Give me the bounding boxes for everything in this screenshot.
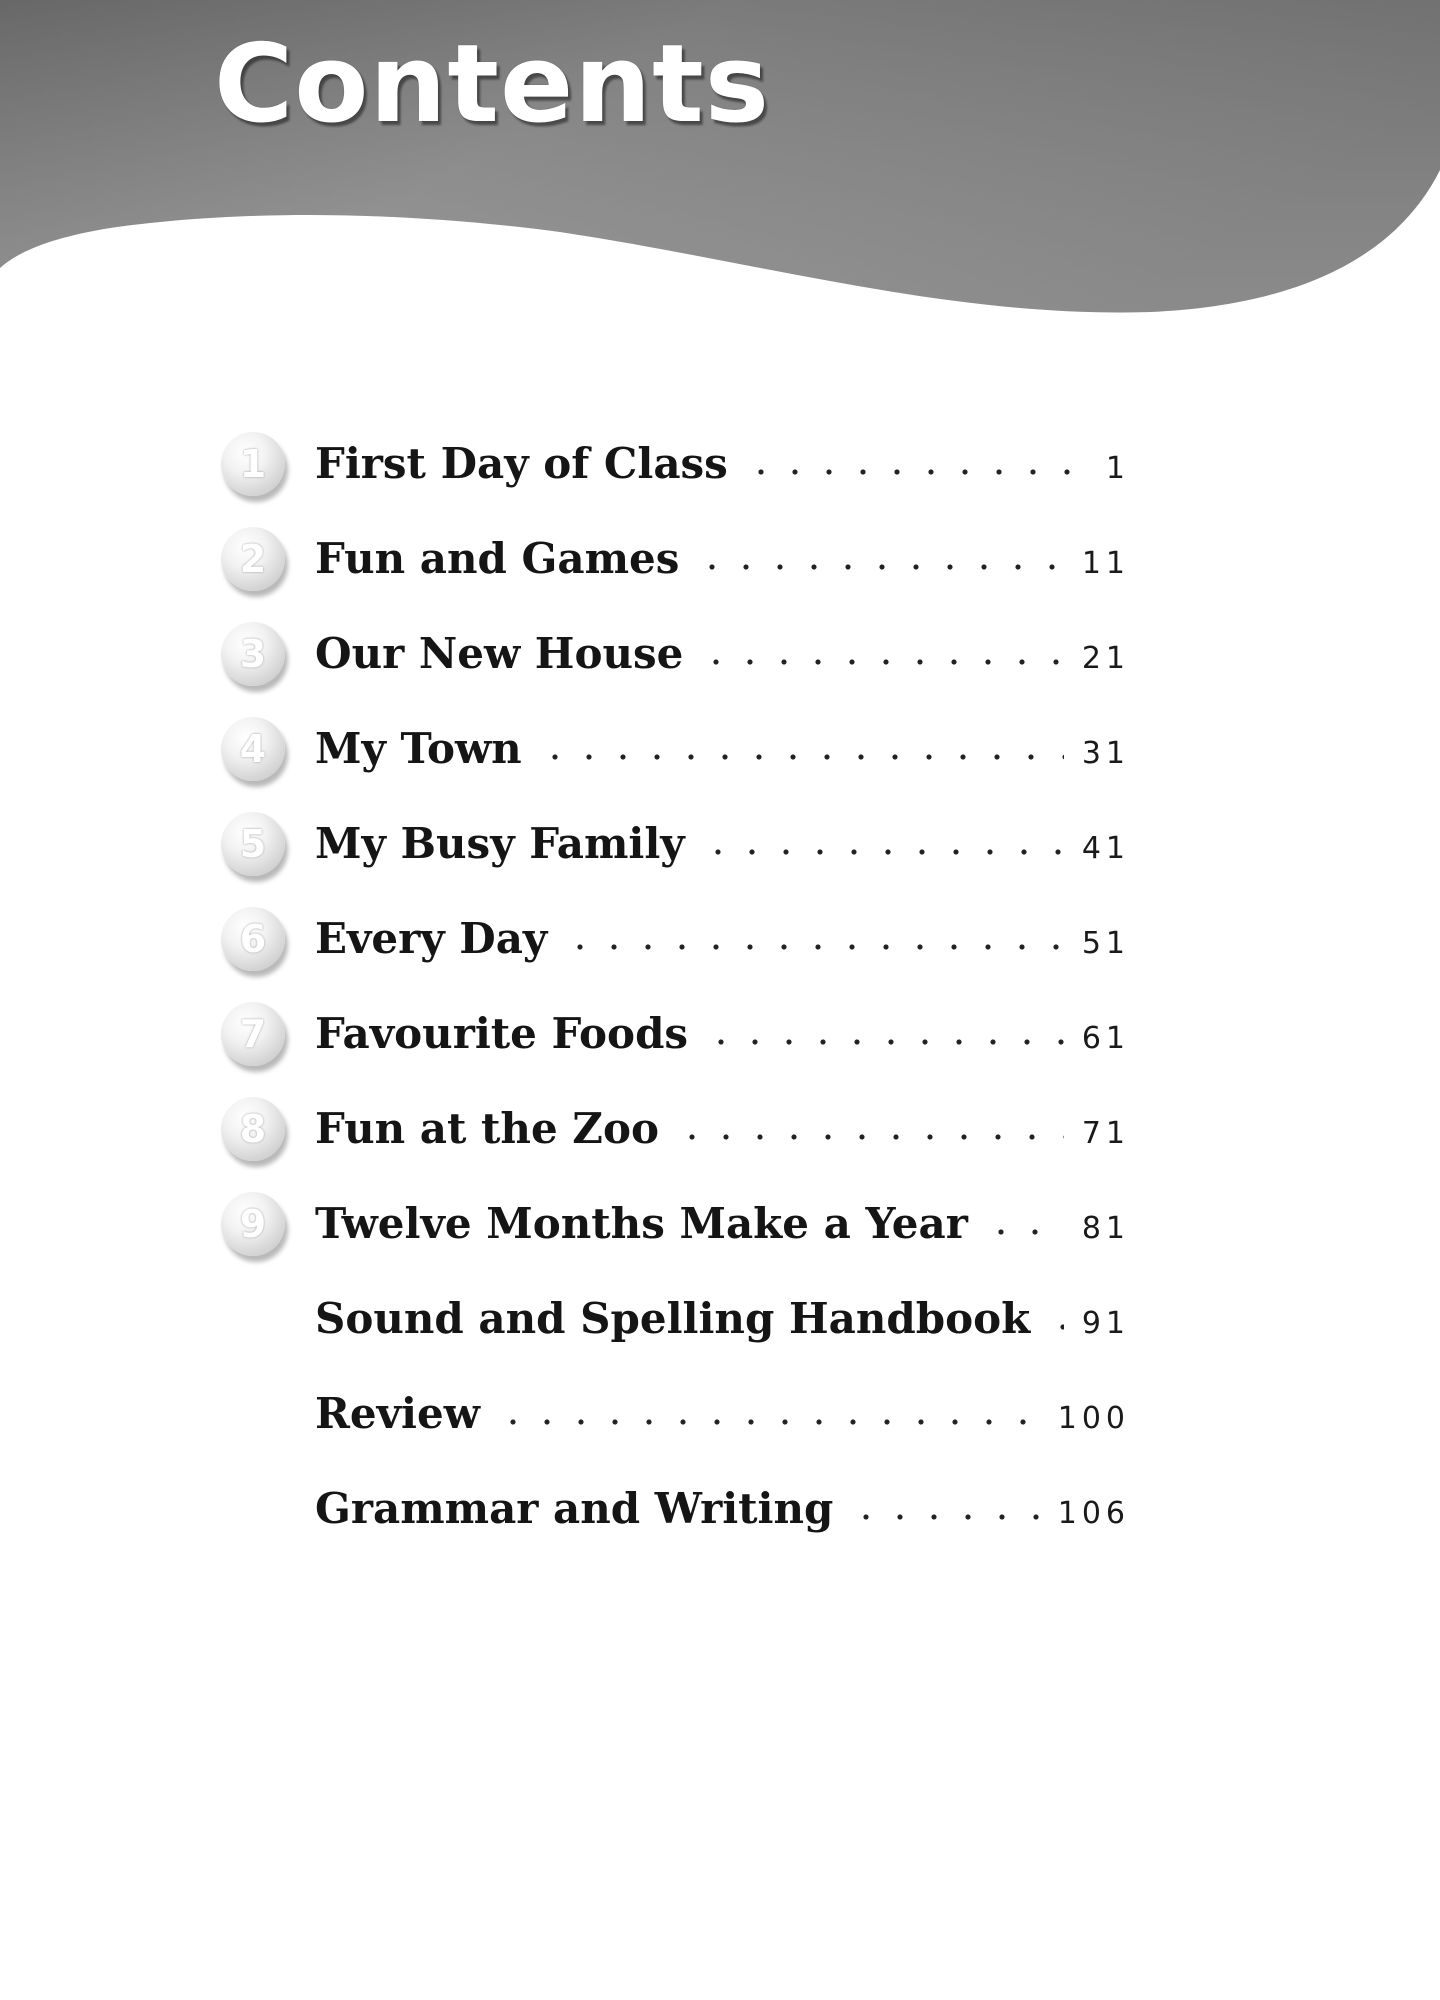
page-number: 100 <box>1057 1400 1130 1436</box>
dot-leader <box>984 1229 1064 1235</box>
entry-title: My Busy Family <box>315 818 685 868</box>
page-number: 81 <box>1081 1210 1130 1246</box>
entry-title: Our New House <box>315 628 684 678</box>
entry-title: Twelve Months Make a Year <box>315 1198 968 1248</box>
dot-leader <box>1046 1324 1064 1330</box>
entry-title: Favourite Foods <box>315 1008 689 1058</box>
entry-title: Fun and Games <box>315 533 680 583</box>
dot-leader <box>538 754 1064 760</box>
page-number: 106 <box>1057 1495 1130 1531</box>
toc-entry[interactable] <box>0 618 1440 688</box>
toc-entry[interactable] <box>0 808 1440 878</box>
header-banner <box>0 0 1440 330</box>
toc-entry[interactable] <box>0 523 1440 593</box>
dot-leader <box>744 469 1088 475</box>
dot-leader <box>849 1514 1039 1520</box>
page-number: 41 <box>1081 830 1130 866</box>
entry-title: Fun at the Zoo <box>315 1103 659 1153</box>
page-number: 91 <box>1081 1305 1130 1341</box>
page-title: Contents <box>214 22 771 147</box>
toc-entry[interactable] <box>0 998 1440 1068</box>
entry-title: First Day of Class <box>315 438 728 488</box>
entry-title: Grammar and Writing <box>315 1483 834 1533</box>
unit-number-badge: 8 <box>221 1097 285 1161</box>
page-number: 1 <box>1105 450 1130 486</box>
dot-leader <box>699 659 1063 665</box>
toc-entry[interactable] <box>0 1093 1440 1163</box>
page-number: 61 <box>1081 1020 1130 1056</box>
page-number: 71 <box>1081 1115 1130 1151</box>
page-number: 51 <box>1081 925 1130 961</box>
page-number: 21 <box>1081 640 1130 676</box>
dot-leader <box>563 944 1063 950</box>
dot-leader <box>701 849 1064 855</box>
toc-entry[interactable] <box>0 1188 1440 1258</box>
unit-number-badge: 3 <box>221 622 285 686</box>
entry-title: My Town <box>315 723 522 773</box>
unit-number-badge: 5 <box>221 812 285 876</box>
entry-title: Review <box>315 1388 480 1438</box>
page-number: 11 <box>1081 545 1130 581</box>
unit-number-badge: 2 <box>221 527 285 591</box>
unit-number-badge: 9 <box>221 1192 285 1256</box>
unit-number-badge: 1 <box>221 432 285 496</box>
dot-leader <box>496 1419 1040 1425</box>
toc-entry[interactable] <box>0 1378 1440 1448</box>
entry-title: Sound and Spelling Handbook <box>315 1293 1031 1343</box>
dot-leader <box>675 1134 1064 1140</box>
unit-number-badge: 4 <box>221 717 285 781</box>
toc-entry[interactable] <box>0 1473 1440 1543</box>
unit-number-badge: 6 <box>221 907 285 971</box>
dot-leader <box>695 564 1063 570</box>
entry-title: Every Day <box>315 913 548 963</box>
page-number: 31 <box>1081 735 1130 771</box>
dot-leader <box>704 1039 1064 1045</box>
toc-entry[interactable] <box>0 713 1440 783</box>
toc-entry[interactable] <box>0 1283 1440 1353</box>
toc-entry[interactable] <box>0 428 1440 498</box>
unit-number-badge: 7 <box>221 1002 285 1066</box>
toc-entry[interactable] <box>0 903 1440 973</box>
